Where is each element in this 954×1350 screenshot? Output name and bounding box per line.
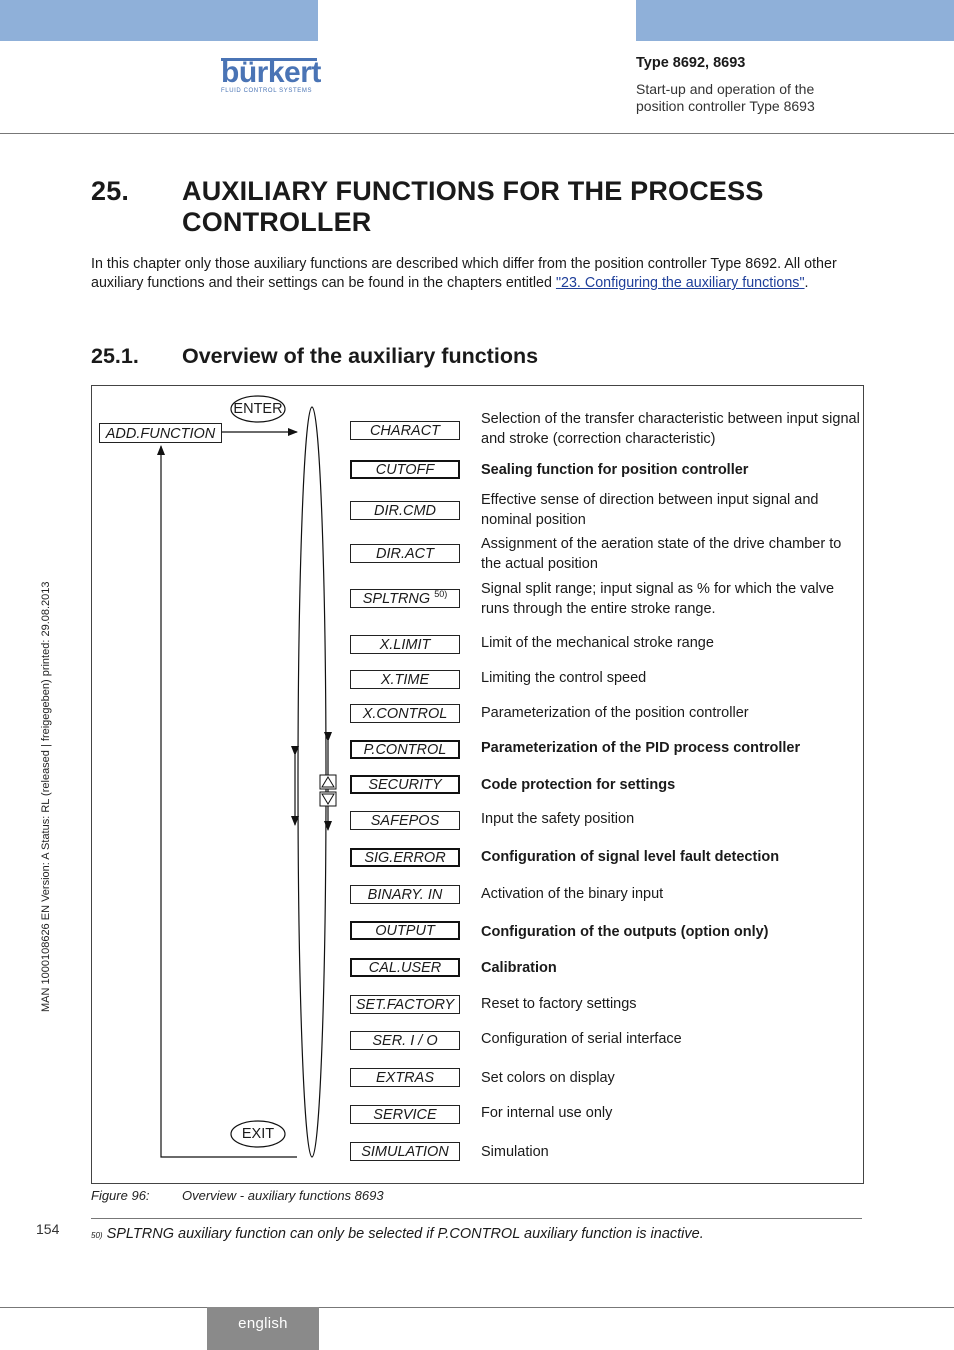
footer-divider <box>0 1307 954 1308</box>
caption-text: Overview - auxiliary functions 8693 <box>182 1188 384 1203</box>
menu-item-dir-act: DIR.ACT <box>350 544 460 563</box>
menu-desc-dir-cmd: Effective sense of direction between input signal and nominal position <box>481 492 819 528</box>
chapter-number: 25. <box>91 176 130 206</box>
menu-item-security: SECURITY <box>350 775 460 794</box>
menu-desc-p-control: Parameterization of the PID process controller <box>481 740 801 756</box>
menu-desc-x-control: Parameterization of the position controller <box>481 705 749 721</box>
menu-desc-ser-io: Configuration of serial interface <box>481 1031 682 1047</box>
section-title: Overview of the auxiliary functions <box>182 344 539 368</box>
menu-desc-spltrng: Signal split range; input signal as % for which the valve runs through the entire stroke range. <box>481 581 835 617</box>
menu-item-output: OUTPUT <box>350 921 460 940</box>
menu-desc-x-limit: Limit of the mechanical stroke range <box>481 635 714 651</box>
brand-logo-subtext: FLUID CONTROL SYSTEMS <box>221 88 313 94</box>
document-subtitle: Start-up and operation of the position controller Type 8693 <box>636 81 815 114</box>
intro-text: In this chapter only those auxiliary functions are described which differ from the position controller Type 8692. All other auxiliary functions and their settings can be found in the chapters entitled <box>91 256 837 291</box>
menu-item-ser-io: SER. I / O <box>350 1031 460 1050</box>
menu-item-x-limit: X.LIMIT <box>350 635 460 654</box>
exit-label: EXIT <box>241 1126 275 1142</box>
menu-desc-charact: Selection of the transfer characteristic between input signal and stroke (correction characteristic) <box>481 411 860 447</box>
menu-desc-x-time: Limiting the control speed <box>481 670 647 686</box>
menu-item-cal-user: CAL.USER <box>350 958 460 977</box>
menu-item-x-control: X.CONTROL <box>350 704 460 723</box>
footnote <box>91 1226 704 1242</box>
footnote-divider <box>91 1218 862 1219</box>
exit-return-line <box>161 446 297 1157</box>
enter-label: ENTER <box>233 401 283 417</box>
menu-desc-output: Configuration of the outputs (option only) <box>481 924 769 940</box>
menu-desc-extras: Set colors on display <box>481 1070 615 1086</box>
menu-desc-binary-in: Activation of the binary input <box>481 886 664 902</box>
section-number: 25.1. <box>91 344 139 368</box>
caption-number: Figure 96: <box>91 1188 150 1203</box>
footnote-text: SPLTRNG auxiliary function can only be selected if P.CONTROL auxiliary function is inactive. <box>106 1226 704 1242</box>
menu-desc-cutoff: Sealing function for position controller <box>481 462 749 478</box>
menu-desc-security: Code protection for settings <box>481 777 676 793</box>
add-function-box: ADD.FUNCTION <box>99 423 222 443</box>
menu-item-p-control: P.CONTROL <box>350 740 460 759</box>
menu-desc-dir-act: Assignment of the aeration state of the drive chamber to the actual position <box>481 536 842 572</box>
menu-desc-simulation: Simulation <box>481 1144 549 1160</box>
menu-item-safepos: SAFEPOS <box>350 811 460 830</box>
menu-desc-sig-error: Configuration of signal level fault detection <box>481 849 780 865</box>
menu-item-sig-error: SIG.ERROR <box>350 848 460 867</box>
menu-item-set-factory: SET.FACTORY <box>350 995 460 1014</box>
side-document-info: MAN 1000108626 EN Version: A Status: RL (released | freigegeben) printed: 29.08.2013 <box>40 581 52 1012</box>
menu-desc-cal-user: Calibration <box>481 960 557 976</box>
menu-desc-service: For internal use only <box>481 1105 613 1121</box>
menu-desc-set-factory: Reset to factory settings <box>481 996 637 1012</box>
menu-item-cutoff: CUTOFF <box>350 460 460 479</box>
language-tab[interactable]: english <box>207 1307 319 1350</box>
footnote-marker: 50) <box>91 1231 103 1240</box>
brand-logo: bürkert <box>221 56 321 89</box>
menu-item-extras: EXTRAS <box>350 1068 460 1087</box>
page-number: 154 <box>36 1221 60 1237</box>
menu-item-simulation: SIMULATION <box>350 1142 460 1161</box>
menu-item-charact: CHARACT <box>350 421 460 440</box>
menu-item-dir-cmd: DIR.CMD <box>350 501 460 520</box>
menu-desc-safepos: Input the safety position <box>481 811 635 827</box>
chapter-title: AUXILIARY FUNCTIONS FOR THE PROCESS CONTROLLER <box>182 176 764 237</box>
intro-end: . <box>804 275 809 291</box>
menu-item-binary-in: BINARY. IN <box>350 885 460 904</box>
intro-link[interactable]: "23. Configuring the auxiliary functions" <box>555 275 805 291</box>
menu-item-spltrng: SPLTRNG $^{50)}$ <box>350 589 460 608</box>
menu-item-service: SERVICE <box>350 1105 460 1124</box>
document-type: Type 8692, 8693 <box>636 55 746 71</box>
menu-item-x-time: X.TIME <box>350 670 460 689</box>
